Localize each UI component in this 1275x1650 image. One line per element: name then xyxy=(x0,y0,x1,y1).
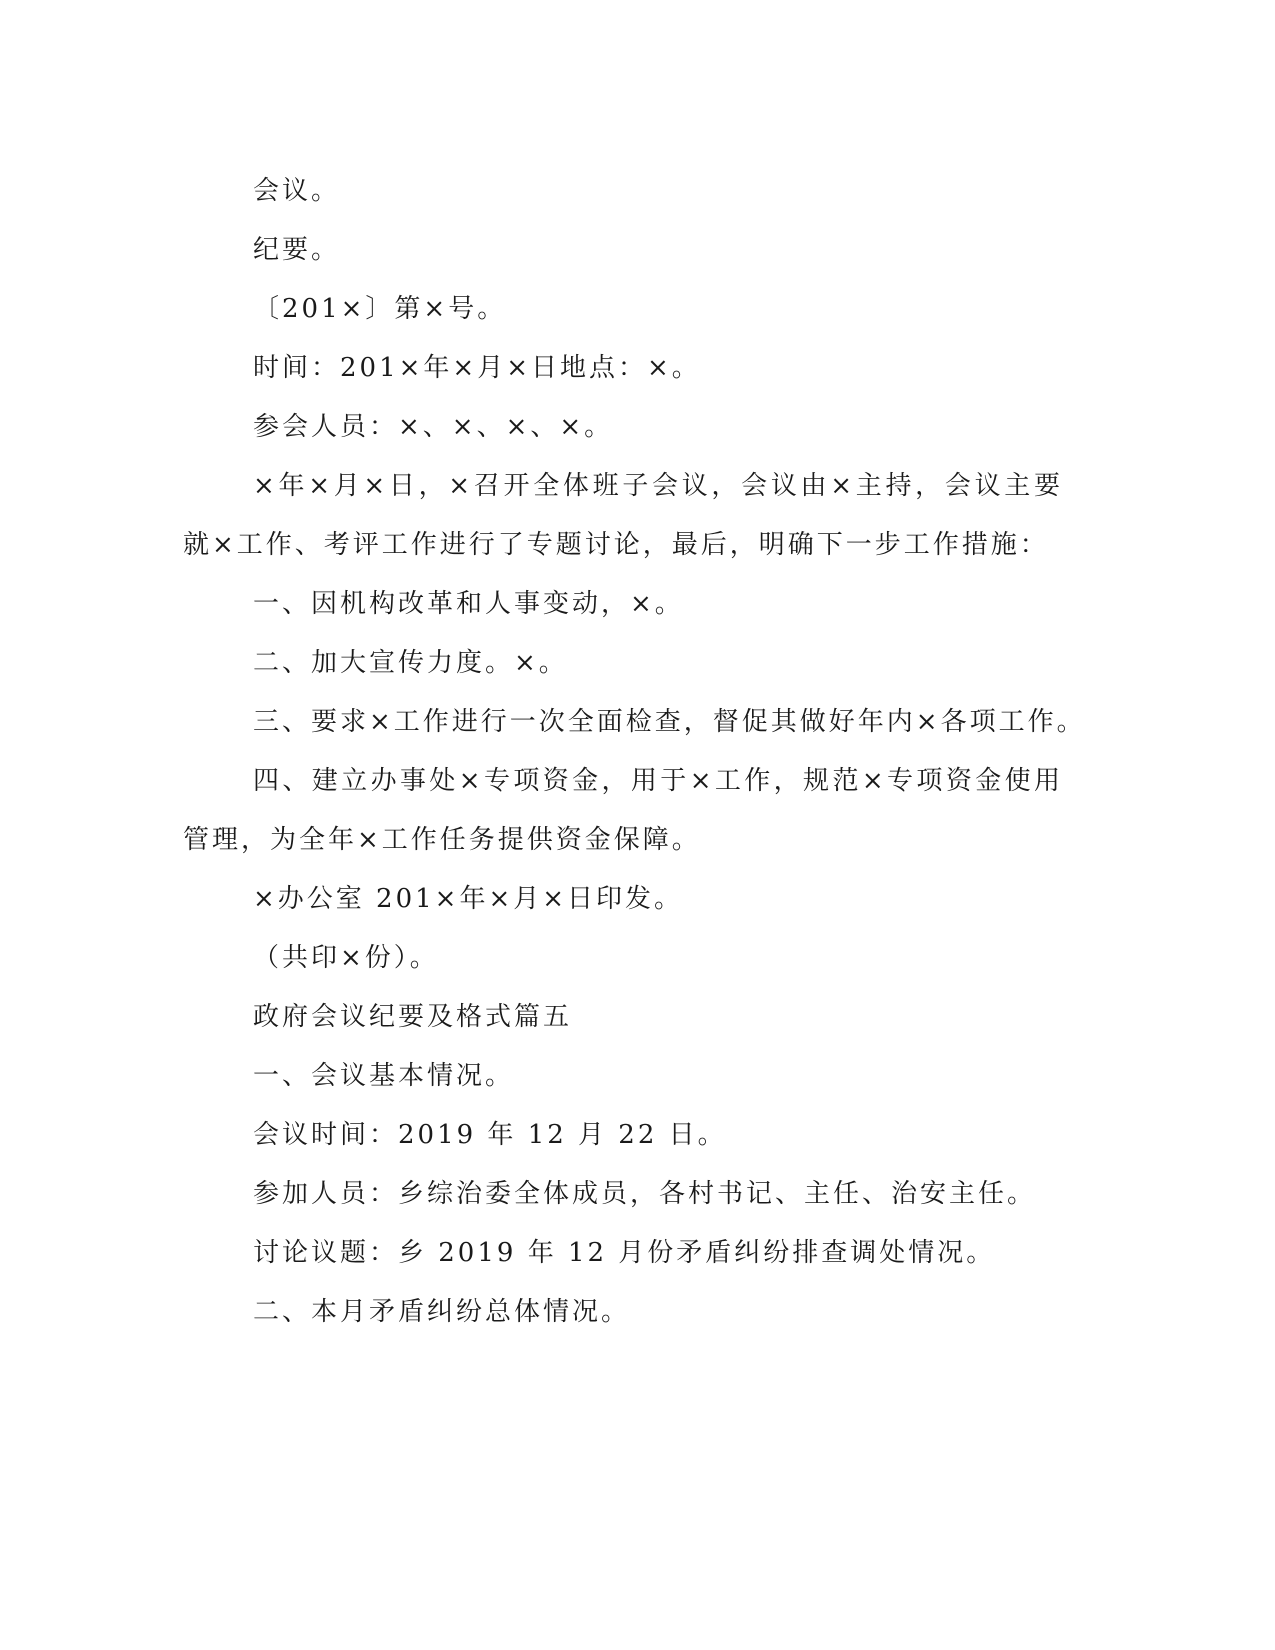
paragraph-basic-info: 一、会议基本情况。 xyxy=(253,1061,515,1091)
paragraph-meeting-time: 会议时间：2019 年 12 月 22 日。 xyxy=(253,1120,727,1150)
paragraph-meeting: 会议。 xyxy=(253,176,341,206)
paragraph-copies: （共印×份）。 xyxy=(253,943,439,973)
section-heading: 政府会议纪要及格式篇五 xyxy=(253,1002,573,1032)
document-body xyxy=(183,162,1086,1342)
paragraph-topic: 讨论议题：乡 2019 年 12 月份矛盾纠纷排查调处情况。 xyxy=(253,1238,996,1268)
paragraph-meeting-summary: ×年×月×日，×召开全体班子会议，会议由×主持，会议主要就×工作、考评工作进行了专题讨论，最后，明确下一步工作措施： xyxy=(183,471,1063,560)
paragraph-issued-by: ×办公室 201×年×月×日印发。 xyxy=(253,884,684,914)
paragraph-time-location: 时间：201×年×月×日地点：×。 xyxy=(253,353,701,383)
paragraph-doc-number: 〔201×〕第×号。 xyxy=(253,294,507,324)
paragraph-item-two: 二、加大宣传力度。×。 xyxy=(253,648,568,678)
paragraph-overall-situation: 二、本月矛盾纠纷总体情况。 xyxy=(253,1297,631,1327)
paragraph-item-one: 一、因机构改革和人事变动，×。 xyxy=(253,589,684,619)
paragraph-participants: 参加人员：乡综治委全体成员，各村书记、主任、治安主任。 xyxy=(253,1179,1037,1209)
paragraph-item-four: 四、建立办事处×专项资金，用于×工作，规范×专项资金使用管理，为全年×工作任务提供资金保障。 xyxy=(183,766,1063,855)
paragraph-attendees: 参会人员：×、×、×、×。 xyxy=(253,412,614,442)
paragraph-minutes: 纪要。 xyxy=(253,235,341,265)
paragraph-item-three: 三、要求×工作进行一次全面检查，督促其做好年内×各项工作。 xyxy=(253,707,1086,737)
